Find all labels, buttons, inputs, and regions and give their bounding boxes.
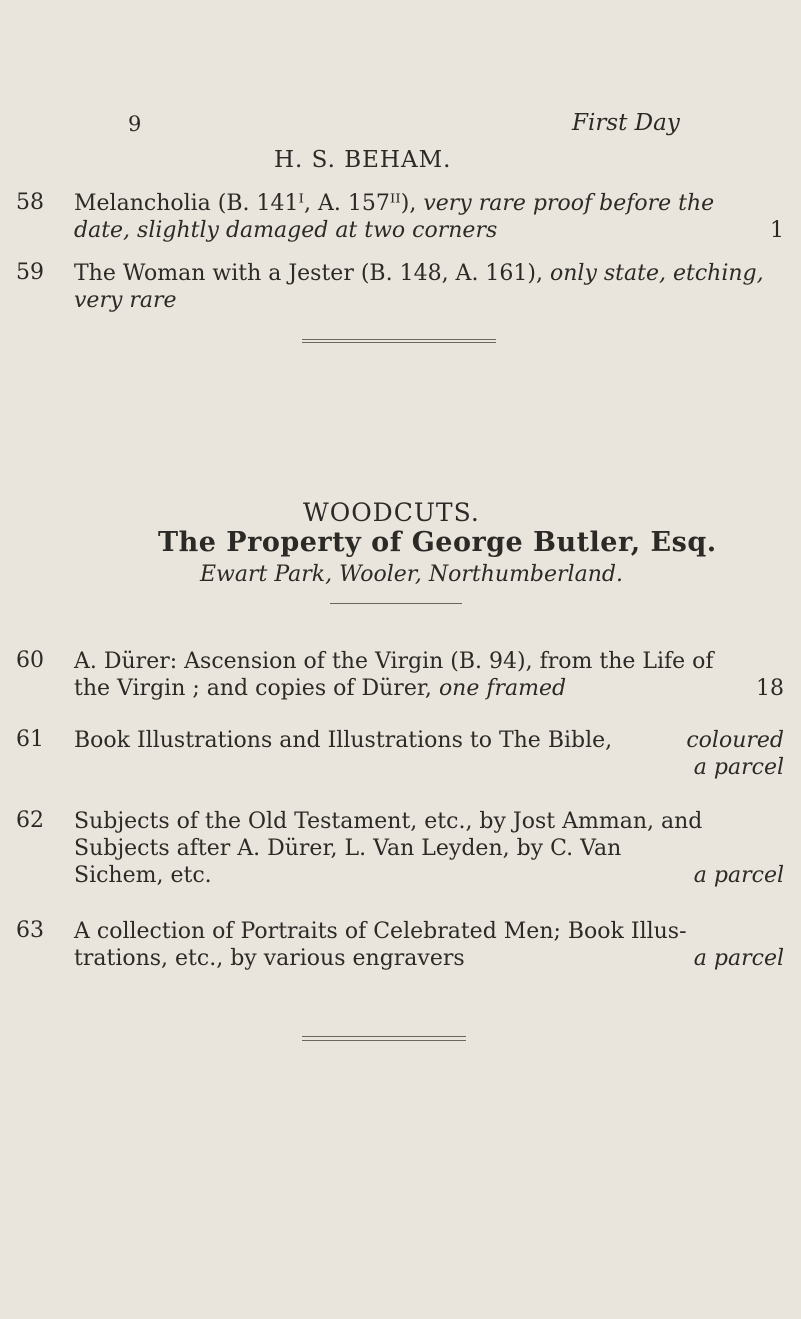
divider-rule: [302, 339, 496, 340]
lot-59-description: The Woman with a Jester (B. 148, A. 161),: [74, 261, 550, 286]
lot-60-line-1: [74, 648, 784, 675]
property-address: Ewart Park, Wooler, Northumberland.: [200, 562, 623, 587]
lot-number-60: 60: [16, 648, 44, 673]
property-heading: The Property of George Butler, Esq.: [158, 527, 717, 558]
end-rule-2: [302, 1040, 466, 1041]
lot-58-condition: very rare proof before the: [423, 191, 715, 216]
end-rule: [302, 1036, 466, 1037]
lot-62-description: Subjects of the Old Testament, etc., by Jost Amman, and: [74, 809, 703, 834]
lot-58-line-1: [74, 190, 784, 217]
lot-61-line-1: [74, 727, 784, 754]
short-rule: [330, 603, 462, 604]
lot-63-line-2: [74, 945, 784, 972]
lot-59-condition-cont: very rare: [74, 288, 177, 313]
lot-63-description-cont: trations, etc., by various engravers: [74, 946, 465, 971]
day-heading: First Day: [572, 110, 680, 136]
lot-61-line-2: [74, 754, 784, 781]
lot-63-description: A collection of Portraits of Celebrated Men; Book Illus-: [74, 919, 687, 944]
lot-58-condition-cont: date, slightly damaged at two corners: [74, 218, 498, 243]
lot-61-note: coloured: [686, 728, 784, 753]
lot-number-61: 61: [16, 727, 44, 752]
lot-61-quantity: a parcel: [693, 755, 784, 780]
lot-61: [74, 727, 784, 781]
lot-63: [74, 918, 784, 972]
lot-59-condition: only state, etching,: [550, 261, 764, 286]
lot-59: [74, 260, 784, 314]
lot-58-quantity: 1: [770, 218, 784, 243]
lot-number-63: 63: [16, 918, 44, 943]
divider-rule-2: [302, 342, 496, 343]
lot-58-description: Melancholia (B. 141ᴵ, A. 157ᴵᴵ),: [74, 191, 424, 216]
lot-number-58: 58: [16, 190, 44, 215]
lot-62-line-1: [74, 808, 784, 835]
lot-60-description-cont: the Virgin ; and copies of Dürer,: [74, 676, 439, 701]
lot-number-62: 62: [16, 808, 44, 833]
lot-59-line-2: [74, 287, 784, 314]
page-number: 9: [128, 112, 142, 136]
section-heading: WOODCUTS.: [303, 498, 480, 527]
lot-62-description-cont: Subjects after A. Dürer, L. Van Leyden, by C. Van: [74, 836, 622, 861]
lot-62-quantity: a parcel: [693, 863, 784, 888]
lot-58-line-2: [74, 217, 784, 244]
lot-60-line-2: [74, 675, 784, 702]
lot-62-line-2: [74, 835, 784, 862]
lot-60-description: A. Dürer: Ascension of the Virgin (B. 94), from the Life of: [74, 649, 714, 674]
lot-63-line-1: [74, 918, 784, 945]
lot-60: [74, 648, 784, 702]
lot-61-description: Book Illustrations and Illustrations to The Bible,: [74, 728, 613, 753]
lot-number-59: 59: [16, 260, 44, 285]
lot-60-quantity: 18: [756, 676, 784, 701]
lot-59-line-1: [74, 260, 784, 287]
lot-63-quantity: a parcel: [693, 946, 784, 971]
lot-60-note: one framed: [438, 676, 567, 701]
lot-58: [74, 190, 784, 244]
lot-62-line-3: [74, 862, 784, 889]
lot-62: [74, 808, 784, 889]
lot-62-description-end: Sichem, etc.: [74, 863, 212, 888]
artist-heading: H. S. BEHAM.: [274, 147, 452, 173]
